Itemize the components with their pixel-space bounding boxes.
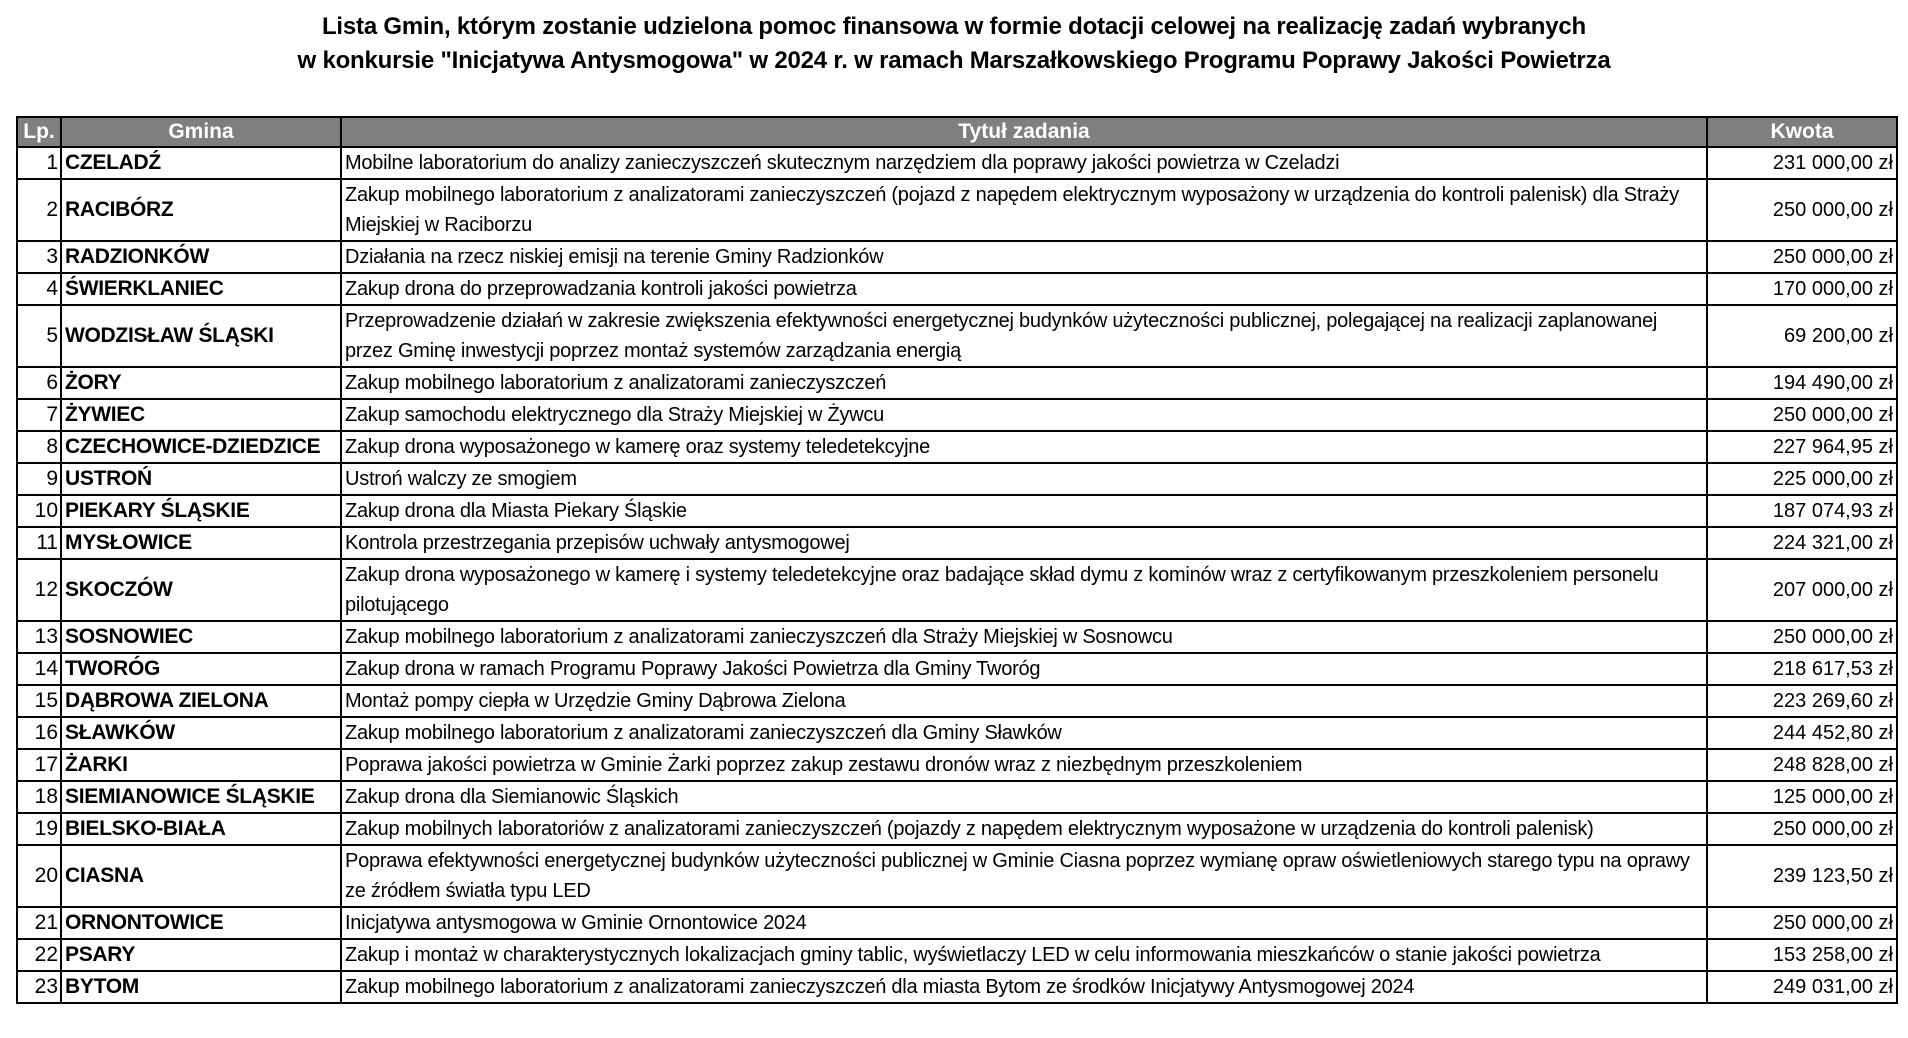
row-lp-cell: 14 xyxy=(17,653,61,685)
table-row xyxy=(17,653,1897,685)
table-row xyxy=(17,367,1897,399)
header-gmina: Gmina xyxy=(61,117,341,147)
table-row xyxy=(17,431,1897,463)
row-lp-cell: 18 xyxy=(17,781,61,813)
row-gmina-cell: PIEKARY ŚLĄSKIE xyxy=(61,495,341,527)
row-kwota-cell: 125 000,00 zł xyxy=(1707,781,1897,813)
row-gmina-cell: ORNONTOWICE xyxy=(61,907,341,939)
row-tytul-cell: Poprawa efektywności energetycznej budynków użyteczności publicznej w Gminie Ciasna poprzez wymianę opraw oświetleniowych starego typu na oprawy ze źródłem światła typu LED xyxy=(341,845,1707,907)
table-row xyxy=(17,463,1897,495)
row-lp-cell: 10 xyxy=(17,495,61,527)
row-gmina-cell: CIASNA xyxy=(61,845,341,907)
row-lp-cell: 5 xyxy=(17,305,61,367)
row-kwota-cell: 250 000,00 zł xyxy=(1707,621,1897,653)
table-row xyxy=(17,527,1897,559)
row-kwota-cell: 244 452,80 zł xyxy=(1707,717,1897,749)
row-lp-cell: 12 xyxy=(17,559,61,621)
row-lp-cell: 4 xyxy=(17,273,61,305)
table-row xyxy=(17,939,1897,971)
row-kwota-cell: 170 000,00 zł xyxy=(1707,273,1897,305)
row-lp-cell: 17 xyxy=(17,749,61,781)
row-lp-cell: 6 xyxy=(17,367,61,399)
row-kwota-cell: 194 490,00 zł xyxy=(1707,367,1897,399)
row-lp-cell: 8 xyxy=(17,431,61,463)
row-gmina-cell: WODZISŁAW ŚLĄSKI xyxy=(61,305,341,367)
row-tytul-cell: Montaż pompy ciepła w Urzędzie Gminy Dąbrowa Zielona xyxy=(341,685,1707,717)
row-lp-cell: 9 xyxy=(17,463,61,495)
row-kwota-cell: 187 074,93 zł xyxy=(1707,495,1897,527)
header-tytul: Tytuł zadania xyxy=(341,117,1707,147)
row-gmina-cell: SŁAWKÓW xyxy=(61,717,341,749)
row-tytul-cell: Zakup mobilnego laboratorium z analizatorami zanieczyszczeń xyxy=(341,367,1707,399)
row-kwota-cell: 227 964,95 zł xyxy=(1707,431,1897,463)
document-title xyxy=(0,10,1908,78)
row-kwota-cell: 223 269,60 zł xyxy=(1707,685,1897,717)
row-gmina-cell: ŻYWIEC xyxy=(61,399,341,431)
row-tytul-cell: Zakup i montaż w charakterystycznych lokalizacjach gminy tablic, wyświetlaczy LED w celu informowania mieszkańców o stanie jakości powietrza xyxy=(341,939,1707,971)
row-gmina-cell: MYSŁOWICE xyxy=(61,527,341,559)
table-row xyxy=(17,813,1897,845)
row-tytul-cell: Przeprowadzenie działań w zakresie zwiększenia efektywności energetycznej budynków użyteczności publicznej, polegającej na realizacji zaplanowanej przez Gminę inwestycji poprzez montaż systemów zarządzania energią xyxy=(341,305,1707,367)
row-tytul-cell: Zakup drona dla Miasta Piekary Śląskie xyxy=(341,495,1707,527)
row-gmina-cell: CZELADŹ xyxy=(61,147,341,179)
table-row xyxy=(17,495,1897,527)
row-tytul-cell: Działania na rzecz niskiej emisji na terenie Gminy Radzionków xyxy=(341,241,1707,273)
row-kwota-cell: 250 000,00 zł xyxy=(1707,399,1897,431)
row-lp-cell: 16 xyxy=(17,717,61,749)
row-tytul-cell: Zakup mobilnego laboratorium z analizatorami zanieczyszczeń dla Straży Miejskiej w Sosnowcu xyxy=(341,621,1707,653)
table-row xyxy=(17,241,1897,273)
row-gmina-cell: BIELSKO-BIAŁA xyxy=(61,813,341,845)
row-lp-cell: 13 xyxy=(17,621,61,653)
row-kwota-cell: 250 000,00 zł xyxy=(1707,813,1897,845)
row-lp-cell: 22 xyxy=(17,939,61,971)
row-lp-cell: 15 xyxy=(17,685,61,717)
table-row xyxy=(17,559,1897,621)
grants-table xyxy=(16,116,1898,1004)
row-tytul-cell: Zakup drona wyposażonego w kamerę oraz systemy teledetekcyjne xyxy=(341,431,1707,463)
row-gmina-cell: ŻORY xyxy=(61,367,341,399)
row-tytul-cell: Zakup drona w ramach Programu Poprawy Jakości Powietrza dla Gminy Tworóg xyxy=(341,653,1707,685)
row-kwota-cell: 231 000,00 zł xyxy=(1707,147,1897,179)
table-row xyxy=(17,749,1897,781)
row-gmina-cell: ŚWIERKLANIEC xyxy=(61,273,341,305)
row-gmina-cell: BYTOM xyxy=(61,971,341,1003)
table-header-row xyxy=(17,117,1897,147)
row-tytul-cell: Poprawa jakości powietrza w Gminie Żarki poprzez zakup zestawu dronów wraz z niezbędnym przeszkoleniem xyxy=(341,749,1707,781)
row-gmina-cell: SKOCZÓW xyxy=(61,559,341,621)
row-kwota-cell: 153 258,00 zł xyxy=(1707,939,1897,971)
row-kwota-cell: 69 200,00 zł xyxy=(1707,305,1897,367)
row-lp-cell: 7 xyxy=(17,399,61,431)
table-row xyxy=(17,305,1897,367)
row-kwota-cell: 250 000,00 zł xyxy=(1707,241,1897,273)
table-row xyxy=(17,621,1897,653)
row-lp-cell: 23 xyxy=(17,971,61,1003)
row-lp-cell: 20 xyxy=(17,845,61,907)
row-kwota-cell: 225 000,00 zł xyxy=(1707,463,1897,495)
row-tytul-cell: Zakup drona wyposażonego w kamerę i systemy teledetekcyjne oraz badające skład dymu z kominów wraz z certyfikowanym przeszkoleniem personelu pilotującego xyxy=(341,559,1707,621)
row-kwota-cell: 224 321,00 zł xyxy=(1707,527,1897,559)
row-tytul-cell: Zakup mobilnego laboratorium z analizatorami zanieczyszczeń dla miasta Bytom ze środków Inicjatywy Antysmogowej 2024 xyxy=(341,971,1707,1003)
row-lp-cell: 21 xyxy=(17,907,61,939)
row-tytul-cell: Zakup samochodu elektrycznego dla Straży Miejskiej w Żywcu xyxy=(341,399,1707,431)
row-tytul-cell: Mobilne laboratorium do analizy zanieczyszczeń skutecznym narzędziem dla poprawy jakości powietrza w Czeladzi xyxy=(341,147,1707,179)
row-kwota-cell: 250 000,00 zł xyxy=(1707,907,1897,939)
row-tytul-cell: Zakup drona dla Siemianowic Śląskich xyxy=(341,781,1707,813)
row-gmina-cell: TWORÓG xyxy=(61,653,341,685)
row-tytul-cell: Zakup mobilnych laboratoriów z analizatorami zanieczyszczeń (pojazdy z napędem elektrycznym wyposażone w urządzenia do kontroli palenisk) xyxy=(341,813,1707,845)
table-row xyxy=(17,273,1897,305)
row-gmina-cell: SIEMIANOWICE ŚLĄSKIE xyxy=(61,781,341,813)
row-gmina-cell: RACIBÓRZ xyxy=(61,179,341,241)
row-gmina-cell: CZECHOWICE-DZIEDZICE xyxy=(61,431,341,463)
row-kwota-cell: 218 617,53 zł xyxy=(1707,653,1897,685)
row-lp-cell: 1 xyxy=(17,147,61,179)
row-gmina-cell: USTROŃ xyxy=(61,463,341,495)
header-kwota: Kwota xyxy=(1707,117,1897,147)
header-lp: Lp. xyxy=(17,117,61,147)
row-kwota-cell: 207 000,00 zł xyxy=(1707,559,1897,621)
table-row xyxy=(17,685,1897,717)
table-row xyxy=(17,147,1897,179)
table-row xyxy=(17,179,1897,241)
title-line-1: Lista Gmin, którym zostanie udzielona pomoc finansowa w formie dotacji celowej na realizację zadań wybranych xyxy=(321,13,1587,40)
row-gmina-cell: RADZIONKÓW xyxy=(61,241,341,273)
table-row xyxy=(17,845,1897,907)
table-row xyxy=(17,399,1897,431)
row-gmina-cell: SOSNOWIEC xyxy=(61,621,341,653)
row-tytul-cell: Zakup mobilnego laboratorium z analizatorami zanieczyszczeń (pojazd z napędem elektrycznym wyposażony w urządzenia do kontroli palenisk) dla Straży Miejskiej w Raciborzu xyxy=(341,179,1707,241)
table-body xyxy=(17,147,1897,1003)
table-row xyxy=(17,781,1897,813)
title-line-2: w konkursie "Inicjatywa Antysmogowa" w 2024 r. w ramach Marszałkowskiego Programu Poprawy Jakości Powietrza xyxy=(297,47,1611,74)
row-gmina-cell: DĄBROWA ZIELONA xyxy=(61,685,341,717)
row-kwota-cell: 250 000,00 zł xyxy=(1707,179,1897,241)
row-tytul-cell: Kontrola przestrzegania przepisów uchwały antysmogowej xyxy=(341,527,1707,559)
row-gmina-cell: PSARY xyxy=(61,939,341,971)
row-tytul-cell: Inicjatywa antysmogowa w Gminie Ornontowice 2024 xyxy=(341,907,1707,939)
row-gmina-cell: ŻARKI xyxy=(61,749,341,781)
table-row xyxy=(17,717,1897,749)
row-kwota-cell: 239 123,50 zł xyxy=(1707,845,1897,907)
table-row xyxy=(17,971,1897,1003)
row-kwota-cell: 249 031,00 zł xyxy=(1707,971,1897,1003)
row-tytul-cell: Zakup drona do przeprowadzania kontroli jakości powietrza xyxy=(341,273,1707,305)
row-tytul-cell: Zakup mobilnego laboratorium z analizatorami zanieczyszczeń dla Gminy Sławków xyxy=(341,717,1707,749)
row-lp-cell: 2 xyxy=(17,179,61,241)
row-lp-cell: 3 xyxy=(17,241,61,273)
table-row xyxy=(17,907,1897,939)
row-tytul-cell: Ustroń walczy ze smogiem xyxy=(341,463,1707,495)
row-lp-cell: 19 xyxy=(17,813,61,845)
row-kwota-cell: 248 828,00 zł xyxy=(1707,749,1897,781)
row-lp-cell: 11 xyxy=(17,527,61,559)
